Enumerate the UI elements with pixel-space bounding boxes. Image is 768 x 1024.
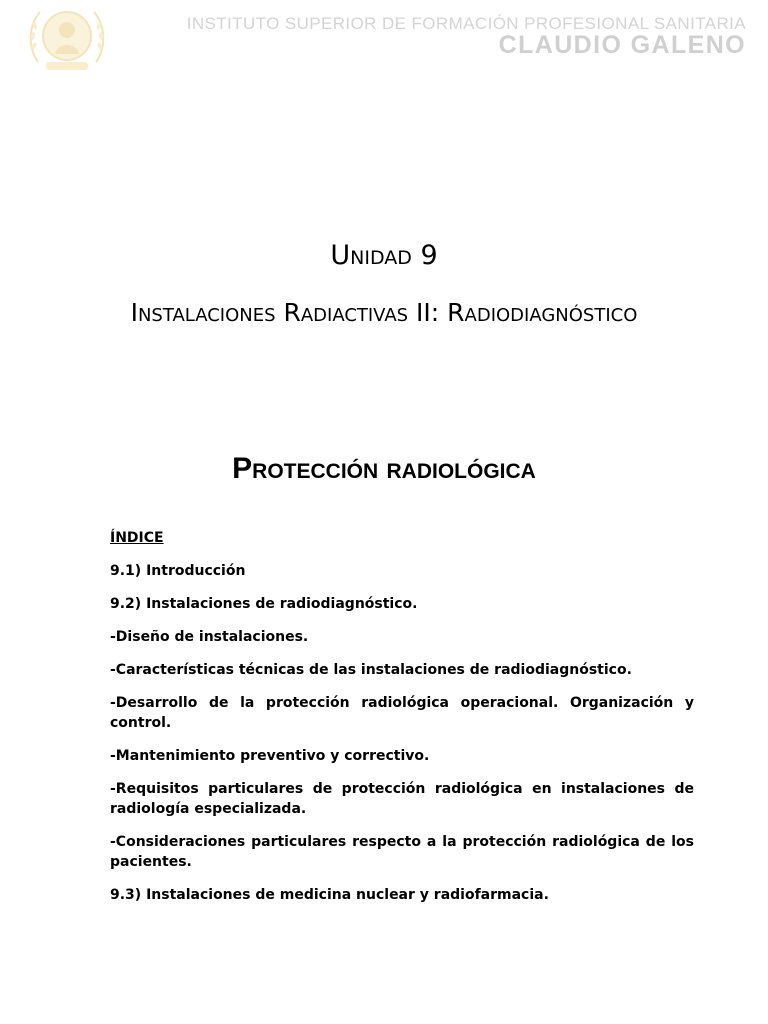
toc-item: 9.3) Instalaciones de medicina nuclear y radiofarmacia. xyxy=(110,887,549,903)
institution-name-line1: INSTITUTO SUPERIOR DE FORMACIÓN PROFESIONAL SANITARIA xyxy=(186,14,746,33)
toc-item: 9.1) Introducción xyxy=(110,563,246,579)
unit-subtitle: Instalaciones Radiactivas II: Radiodiagnóstico xyxy=(130,298,638,327)
table-of-contents xyxy=(110,528,694,918)
toc-item: -Requisitos particulares de protección radiológica en instalaciones de radiología especializada. xyxy=(110,781,694,817)
institution-name-line2: CLAUDIO GALENO xyxy=(498,31,746,59)
toc-heading: ÍNDICE xyxy=(110,530,164,546)
toc-item: -Consideraciones particulares respecto a la protección radiológica de los pacientes. xyxy=(110,834,694,870)
unit-title: Unidad 9 xyxy=(330,240,438,271)
toc-item: -Características técnicas de las instalaciones de radiodiagnóstico. xyxy=(110,662,632,678)
toc-item: 9.2) Instalaciones de radiodiagnóstico. xyxy=(110,596,418,612)
toc-item: -Desarrollo de la protección radiológica operacional. Organización y control. xyxy=(110,695,694,731)
toc-item: -Mantenimiento preventivo y correctivo. xyxy=(110,748,430,764)
toc-item: -Diseño de instalaciones. xyxy=(110,629,309,645)
institution-seal-icon xyxy=(24,2,110,74)
page-header xyxy=(0,0,768,80)
section-title: Protección radiológica xyxy=(232,452,536,485)
